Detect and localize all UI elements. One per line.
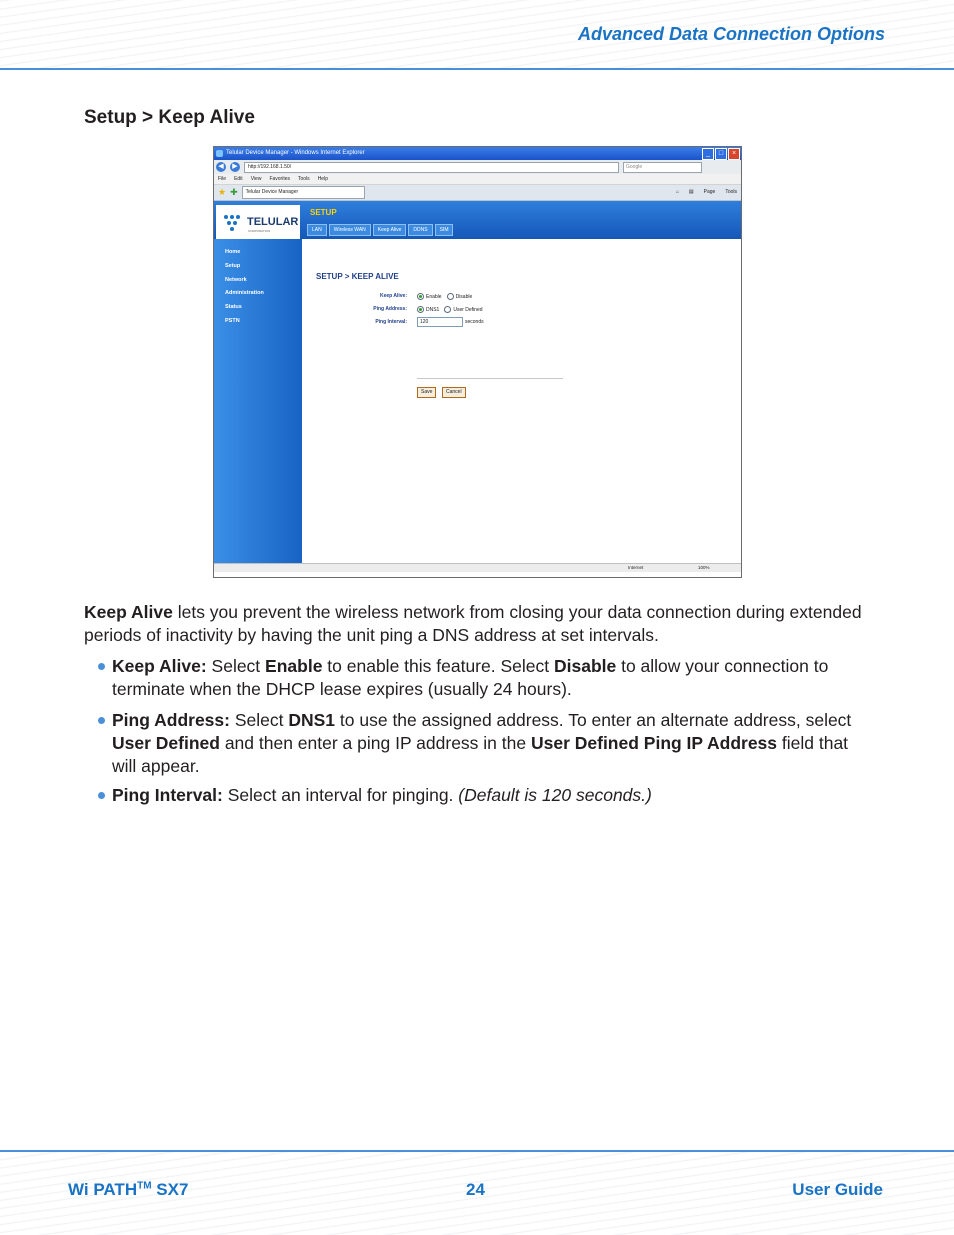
logo-dots-icon bbox=[224, 215, 244, 231]
term: Disable bbox=[553, 656, 617, 676]
text: and then enter a ping IP address in the bbox=[219, 733, 531, 753]
term: User Defined bbox=[112, 733, 220, 753]
menu-view: View bbox=[250, 176, 262, 182]
sidebar-item-pstn: PSTN bbox=[225, 318, 240, 324]
disable-label: Disable bbox=[455, 293, 473, 300]
browser-tab: Telular Device Manager bbox=[242, 186, 365, 199]
ping-address-options bbox=[417, 306, 483, 313]
address-field: http://192.168.1.50/ bbox=[244, 162, 619, 173]
term: DNS1 bbox=[288, 710, 336, 730]
text: Select bbox=[206, 656, 266, 676]
footer-guide: User Guide bbox=[792, 1180, 883, 1199]
tools-menu: Tools bbox=[725, 189, 737, 195]
intro-term: Keep Alive bbox=[84, 602, 173, 622]
cancel-button: Cancel bbox=[442, 387, 466, 398]
status-zone: Internet bbox=[628, 565, 644, 570]
dns1-label: DNS1 bbox=[426, 306, 440, 313]
sidebar-item-status: Status bbox=[225, 304, 242, 310]
bullet-ping-address bbox=[112, 709, 872, 778]
keep-alive-options bbox=[417, 293, 472, 300]
tab-lan: LAN bbox=[307, 224, 327, 236]
term: User Defined Ping IP Address bbox=[530, 733, 778, 753]
ping-interval-input: 120 bbox=[417, 317, 463, 327]
section-heading: Setup > Keep Alive bbox=[84, 107, 255, 128]
address-bar-row bbox=[214, 160, 741, 174]
text: Select an interval for pinging. bbox=[222, 785, 459, 805]
telular-logo bbox=[216, 205, 300, 239]
product-name: Wi PATH bbox=[68, 1180, 138, 1199]
menu-tools: Tools bbox=[298, 176, 310, 182]
back-icon: ◀ bbox=[216, 162, 226, 172]
header-title: Advanced Data Connection Options bbox=[577, 24, 885, 44]
term: Enable bbox=[265, 656, 323, 676]
page-number: 24 bbox=[466, 1180, 485, 1199]
minimize-icon: _ bbox=[702, 148, 714, 160]
ie-icon bbox=[216, 150, 223, 157]
maximize-icon: □ bbox=[715, 148, 727, 160]
app-section-title: SETUP bbox=[310, 208, 337, 217]
intro-text: lets you prevent the wireless network from closing your data connection during extended periods of inactivity by having the unit ping a DNS address at set intervals. bbox=[84, 602, 862, 645]
footer-product bbox=[68, 1180, 188, 1200]
app-header bbox=[214, 201, 741, 239]
forward-icon: ▶ bbox=[230, 162, 240, 172]
browser-status-bar bbox=[214, 563, 741, 572]
bullet-ping-interval bbox=[112, 784, 872, 807]
content-title: SETUP > KEEP ALIVE bbox=[316, 272, 399, 281]
tab-ddns: DDNS bbox=[408, 224, 432, 236]
bullet-dot-icon bbox=[98, 663, 105, 670]
term: Keep Alive: bbox=[112, 656, 207, 676]
logo-name: TELULAR bbox=[247, 216, 299, 228]
sidebar-item-network: Network bbox=[225, 277, 247, 283]
text: to allow your connection to terminate when the DHCP lease expires (usually 24 hours). bbox=[112, 656, 829, 699]
default-note: (Default is 120 seconds.) bbox=[458, 785, 652, 805]
print-icon: ▤ bbox=[688, 189, 694, 195]
device-manager-page bbox=[214, 201, 741, 563]
keep-alive-label: Keep Alive: bbox=[379, 293, 407, 299]
app-tabs bbox=[307, 224, 453, 236]
add-favorite-icon: ✚ bbox=[230, 187, 238, 197]
text: field that will appear. bbox=[112, 733, 849, 776]
ping-address-label: Ping Address: bbox=[373, 306, 407, 312]
browser-screenshot bbox=[213, 146, 742, 578]
sidebar-item-administration: Administration bbox=[225, 290, 264, 296]
search-field: Google bbox=[623, 162, 702, 173]
term: Ping Address: bbox=[112, 710, 230, 730]
bullet-keep-alive bbox=[112, 655, 872, 701]
text: to use the assigned address. To enter an alternate address, select bbox=[335, 710, 852, 730]
status-zoom: 100% bbox=[698, 565, 710, 570]
window-controls bbox=[702, 148, 740, 160]
text: to enable this feature. Select bbox=[322, 656, 554, 676]
sidebar-item-setup: Setup bbox=[225, 263, 241, 269]
menu-bar bbox=[214, 174, 741, 185]
enable-radio bbox=[417, 293, 424, 300]
user-defined-radio bbox=[444, 306, 451, 313]
enable-label: Enable bbox=[426, 293, 442, 300]
text: Select bbox=[229, 710, 289, 730]
dns1-radio bbox=[417, 306, 424, 313]
product-model: SX7 bbox=[151, 1180, 189, 1199]
disable-radio bbox=[447, 293, 454, 300]
sidebar-item-home: Home bbox=[225, 249, 241, 255]
menu-file: File bbox=[218, 176, 227, 182]
bullet-dot-icon bbox=[98, 717, 105, 724]
ping-interval-row bbox=[417, 317, 484, 327]
form-divider bbox=[417, 378, 563, 379]
menu-help: Help bbox=[317, 176, 328, 182]
tab-bar bbox=[214, 185, 741, 201]
page-menu: Page bbox=[703, 189, 716, 195]
favorites-star-icon: ★ bbox=[218, 187, 227, 197]
user-defined-label: User Defined bbox=[453, 306, 483, 313]
ping-interval-label: Ping Interval: bbox=[375, 319, 407, 325]
tab-wireless-wan: Wireless WAN bbox=[329, 224, 371, 236]
term: Ping Interval: bbox=[112, 785, 223, 805]
trademark: TM bbox=[137, 1180, 152, 1192]
save-button: Save bbox=[417, 387, 436, 398]
logo-sub: CORPORATION bbox=[248, 229, 271, 233]
menu-edit: Edit bbox=[234, 176, 243, 182]
command-bar bbox=[676, 185, 737, 200]
close-icon: × bbox=[728, 148, 740, 160]
tab-keep-alive: Keep Alive bbox=[373, 224, 407, 236]
app-sidebar bbox=[214, 239, 302, 563]
browser-title-bar bbox=[214, 147, 741, 160]
window-title: Telular Device Manager - Windows Internet Explorer bbox=[226, 150, 365, 156]
header-rule bbox=[0, 68, 954, 70]
menu-favorites: Favorites bbox=[269, 176, 290, 182]
home-icon: ⌂ bbox=[675, 189, 679, 195]
interval-unit: seconds bbox=[465, 319, 484, 325]
bullet-dot-icon bbox=[98, 792, 105, 799]
tab-sim: SIM bbox=[435, 224, 454, 236]
intro-paragraph bbox=[84, 601, 874, 647]
